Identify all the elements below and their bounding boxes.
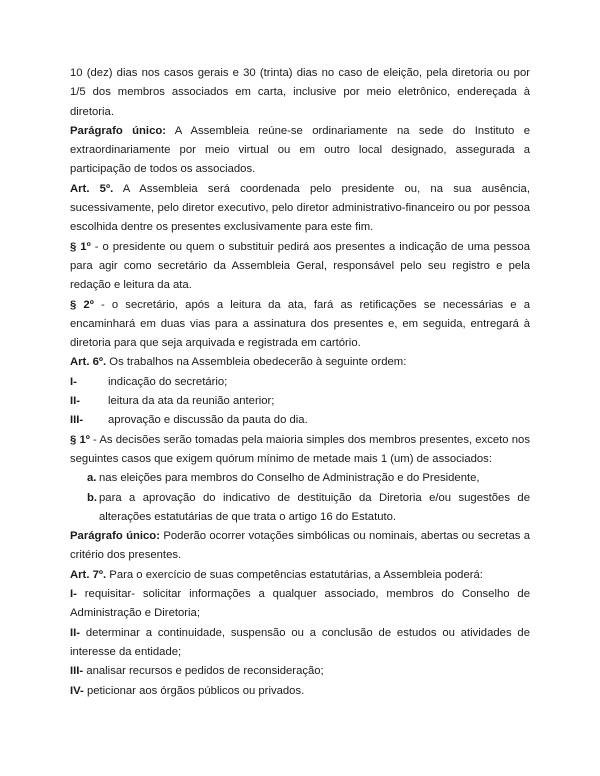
paragraph [70,566,530,585]
text-run: Poderão ocorrer votações simbólicas ou nominais, abertas ou secretas a critério dos presentes. [70,530,531,562]
text-run: para a aprovação do indicativo de destituição da Diretoria e/ou sugestões de alterações estatutárias de que trata o artigo 16 do Estatuto. [99,491,530,523]
list-marker: I- [70,375,77,388]
list-item [70,392,530,411]
text-run: § 1º [70,240,91,253]
paragraph [70,122,530,180]
list-item [70,411,530,430]
paragraph [70,431,530,470]
document-content [70,64,530,701]
list-marker: III- [70,414,84,427]
text-run: - o secretário, após a leitura da ata, fará as retificações se necessárias e a encaminhará em duas vias para a assinatura dos presentes e, em seguida, entregará à diretoria para que seja arquivada e registrada em cartório. [70,298,530,350]
paragraph [70,585,530,624]
text-run: - o presidente ou quem o substituir pedirá aos presentes a indicação de uma pessoa para agir como secretário da Assembleia Geral, responsável pelo seu registro e pela redação e leitura da ata. [70,240,530,292]
text-run: A Assembleia reúne-se ordinariamente na sede do Instituto e extraordinariamente por meio virtual ou em outro local designado, assegurada a participação de todos os associados. [70,124,530,176]
text-run: III- [70,665,84,678]
text-run: 10 (dez) dias nos casos gerais e 30 (trinta) dias no caso de eleição, pela diretoria ou por 1/5 dos membros associados em carta, inclusive por meio eletrônico, endereçada à diretoria. [70,67,530,118]
paragraph [70,624,530,663]
list-item [70,489,530,528]
paragraph [70,238,530,296]
paragraph [70,662,530,681]
text-run: peticionar aos órgãos públicos ou privados. [83,684,305,697]
text-run: Art. 5º. [70,182,114,195]
paragraph [70,296,530,354]
list-item [70,373,530,392]
text-run: § 1º [70,433,90,446]
paragraph [70,527,530,566]
text-run: Art. 6º. [70,356,107,369]
text-run: § 2º [70,298,94,311]
text-run: II- [70,626,81,639]
text-run: analisar recursos e pedidos de reconsideração; [83,665,324,678]
paragraph [70,353,530,372]
paragraph [70,64,530,122]
text-run: aprovação e discussão da pauta do dia. [108,414,308,427]
text-run: requisitar- solicitar informações a qualquer associado, membros do Conselho de Administração e Diretoria; [70,588,530,620]
paragraph [70,682,530,701]
text-run: determinar a continuidade, suspensão ou a conclusão de estudos ou atividades de interesse da entidade; [70,626,530,658]
text-run: I- [70,588,77,601]
list-marker: a. [87,472,97,485]
text-run: Os trabalhos na Assembleia obedecerão à seguinte ordem: [106,356,407,369]
text-run: Art. 7º. [70,568,107,581]
list-item [70,469,530,488]
text-run: leitura da ata da reunião anterior; [108,395,275,408]
text-run: indicação do secretário; [108,375,228,388]
text-run: Parágrafo único: [70,124,167,137]
text-run: A Assembleia será coordenada pelo presidente ou, na sua ausência, sucessivamente, pelo diretor executivo, pelo diretor administrativo-financeiro ou por pessoa escolhida dentre os presentes exclusivamente para este fim. [70,182,530,234]
text-run: IV- [70,684,84,697]
text-run: nas eleições para membros do Conselho de Administração e do Presidente, [99,472,480,485]
list-marker: II- [70,395,81,408]
text-run: Parágrafo único: [70,530,160,543]
list-marker: b. [87,491,98,504]
text-run: Para o exercício de suas competências estatutárias, a Assembleia poderá: [106,568,483,581]
text-run: - As decisões serão tomadas pela maioria simples dos membros presentes, exceto nos seguintes casos que exigem quórum mínimo de metade mais 1 (um) de associados: [70,433,530,465]
paragraph [70,180,530,238]
